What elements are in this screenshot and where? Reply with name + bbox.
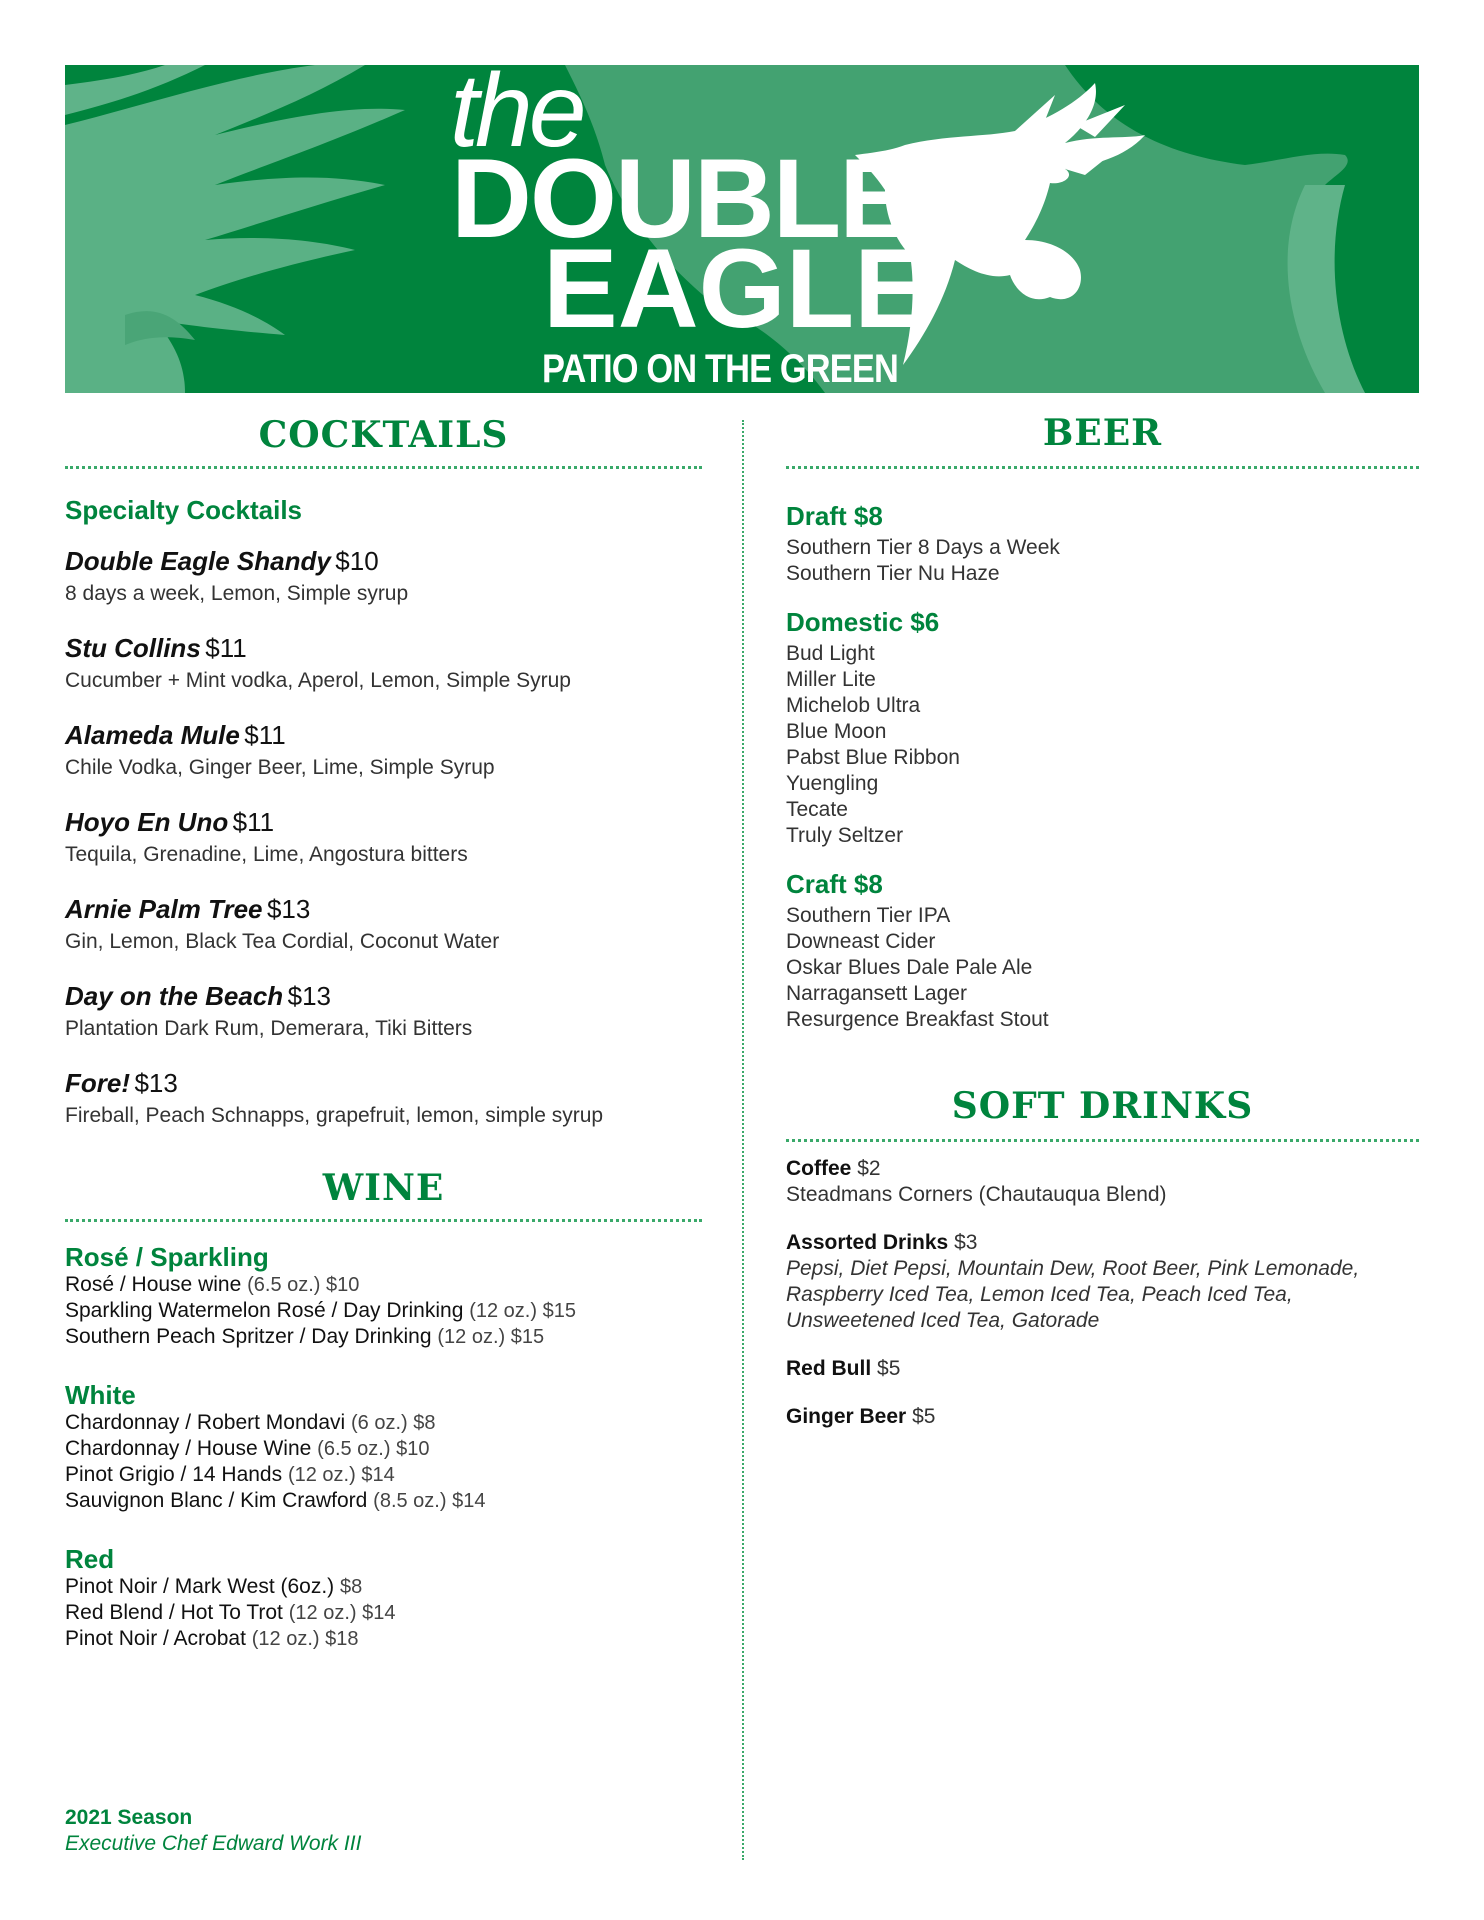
wine-item — [65, 1626, 702, 1652]
wine-item — [65, 1436, 702, 1462]
wine-name: Pinot Noir / Acrobat — [65, 1627, 246, 1650]
soft-drink-item — [786, 1356, 1419, 1382]
cocktail-title-row — [65, 720, 702, 755]
beer-item: Resurgence Breakfast Stout — [786, 1008, 1049, 1031]
logo-the: the — [450, 65, 583, 169]
wine-item — [65, 1488, 702, 1514]
soft-drink-name: Coffee — [786, 1157, 852, 1180]
beer-item: Blue Moon — [786, 720, 887, 743]
cocktail-price: $10 — [335, 546, 379, 576]
beer-item: Southern Tier IPA — [786, 904, 951, 927]
cocktail-description: Cucumber + Mint vodka, Aperol, Lemon, Simple Syrup — [65, 669, 571, 692]
soft-drink-name: Red Bull — [786, 1357, 872, 1380]
cocktail-price: $13 — [134, 1068, 178, 1098]
wine-size-price: (12 oz.) $14 — [287, 1464, 395, 1486]
beer-item: Oskar Blues Dale Pale Ale — [786, 956, 1033, 979]
cocktail-description: Tequila, Grenadine, Lime, Angostura bitters — [65, 843, 468, 866]
cocktail-name: Double Eagle Shandy — [65, 546, 331, 576]
cocktail-description: Plantation Dark Rum, Demerara, Tiki Bitters — [65, 1017, 473, 1040]
season-label: 2021 Season — [65, 1806, 193, 1829]
wine-item — [65, 1600, 702, 1626]
cocktail-item — [65, 546, 702, 607]
tagline: PATIO ON THE GREEN — [542, 347, 898, 391]
soft-drinks-divider — [786, 1139, 1419, 1142]
beer-group-heading: Draft $8 — [786, 501, 883, 531]
beer-item: Miller Lite — [786, 668, 876, 691]
cocktail-description: Fireball, Peach Schnapps, grapefruit, lemon, simple syrup — [65, 1104, 604, 1127]
soft-drink-title-row — [786, 1230, 1419, 1256]
beer-item: Tecate — [786, 798, 848, 821]
wine-name: Pinot Noir / Mark West (6oz.) — [65, 1575, 335, 1598]
wine-item — [65, 1410, 702, 1436]
cocktail-description: Chile Vodka, Ginger Beer, Lime, Simple Syrup — [65, 756, 495, 779]
cocktails-divider — [65, 466, 702, 469]
cocktail-item — [65, 807, 702, 868]
cocktail-item — [65, 633, 702, 694]
soft-drink-description: Steadmans Corners (Chautauqua Blend) — [786, 1183, 1167, 1206]
cocktail-name: Fore! — [65, 1068, 130, 1098]
cocktail-price: $13 — [266, 894, 311, 924]
cocktail-title-row — [65, 546, 702, 581]
wine-divider — [65, 1219, 702, 1222]
wine-name: Rosé / House wine — [65, 1273, 242, 1296]
soft-drinks-title: SOFT DRINKS — [951, 1085, 1254, 1127]
soft-drink-name: Assorted Drinks — [786, 1231, 949, 1254]
wine-item — [65, 1272, 702, 1298]
wine-name: Sparkling Watermelon Rosé / Day Drinking — [65, 1299, 464, 1322]
cocktail-title-row — [65, 633, 702, 668]
beer-item: Southern Tier Nu Haze — [786, 562, 1000, 585]
soft-drink-name: Ginger Beer — [786, 1405, 907, 1428]
wine-name: Sauvignon Blanc / Kim Crawford — [65, 1489, 368, 1512]
cocktail-price: $13 — [287, 981, 332, 1011]
cocktail-item — [65, 720, 702, 781]
footer — [65, 1806, 361, 1856]
cocktail-item — [65, 981, 702, 1042]
cocktail-name: Alameda Mule — [65, 720, 240, 750]
cocktail-item — [65, 1068, 702, 1129]
beer-item: Bud Light — [786, 642, 875, 665]
chef-credit: Executive Chef Edward Work III — [65, 1832, 362, 1855]
wine-name: Chardonnay / House Wine — [65, 1437, 312, 1460]
cocktail-title-row — [65, 807, 702, 842]
beer-title: BEER — [1042, 412, 1163, 454]
wine-size-price: (8.5 oz.) $14 — [373, 1490, 486, 1512]
cocktail-price: $11 — [244, 720, 286, 750]
wine-size-price: (12 oz.) $18 — [251, 1628, 359, 1650]
wine-size-price: (12 oz.) $14 — [288, 1602, 396, 1624]
wine-item — [65, 1324, 702, 1350]
cocktail-item — [65, 894, 702, 955]
wine-list — [65, 1242, 702, 1652]
beer-list — [786, 501, 1419, 1033]
beer-group-heading: Domestic $6 — [786, 607, 940, 637]
column-divider — [742, 420, 744, 1860]
wine-name: Southern Peach Spritzer / Day Drinking — [65, 1325, 432, 1348]
beer-item: Pabst Blue Ribbon — [786, 746, 960, 769]
soft-drink-price: $5 — [912, 1405, 936, 1428]
cocktail-name: Day on the Beach — [65, 981, 284, 1011]
cocktail-name: Arnie Palm Tree — [65, 894, 263, 924]
wine-group-heading: Rosé / Sparkling — [65, 1242, 269, 1272]
soft-drink-description: Pepsi, Diet Pepsi, Mountain Dew, Root Beer, Pink Lemonade, Raspberry Iced Tea, Lemon Iced Tea, Peach Iced Tea, Unsweetened Iced Tea, Gatorade — [786, 1257, 1360, 1332]
beer-divider — [786, 466, 1419, 469]
wine-size-price: (6 oz.) $8 — [351, 1412, 436, 1434]
cocktail-title-row — [65, 981, 702, 1016]
soft-drinks-list — [786, 1156, 1419, 1430]
logo-double: DOUBLE — [451, 136, 912, 261]
wine-name: Red Blend / Hot To Trot — [65, 1601, 283, 1624]
cocktail-price: $11 — [205, 633, 247, 663]
left-column — [65, 410, 702, 1652]
cocktail-title-row — [65, 1068, 702, 1103]
cocktail-list — [65, 546, 702, 1129]
soft-drink-title-row — [786, 1404, 1419, 1430]
beer-item: Truly Seltzer — [786, 824, 904, 847]
wine-size-price: (12 oz.) $15 — [469, 1300, 576, 1322]
beer-item: Southern Tier 8 Days a Week — [786, 536, 1060, 559]
wine-name: Chardonnay / Robert Mondavi — [65, 1411, 346, 1434]
wine-size-price: (6.5 oz.) $10 — [317, 1438, 430, 1460]
wine-item — [65, 1298, 702, 1324]
soft-drink-price: $5 — [877, 1357, 901, 1380]
soft-drink-item — [786, 1156, 1419, 1208]
soft-drink-price: $2 — [857, 1157, 881, 1180]
logo-eagle: EAGLE — [543, 226, 929, 351]
beer-item: Narragansett Lager — [786, 982, 967, 1005]
soft-drink-price: $3 — [954, 1231, 978, 1254]
wine-group-heading: White — [65, 1380, 136, 1410]
header-banner — [65, 65, 1419, 393]
cocktail-description: 8 days a week, Lemon, Simple syrup — [65, 582, 409, 605]
cocktail-name: Hoyo En Uno — [65, 807, 229, 837]
beer-item: Michelob Ultra — [786, 694, 921, 717]
wine-size-price: (12 oz.) $15 — [437, 1326, 545, 1348]
wine-size-price: $8 — [340, 1576, 363, 1598]
cocktail-description: Gin, Lemon, Black Tea Cordial, Coconut Water — [65, 930, 500, 953]
wine-item — [65, 1574, 702, 1600]
wine-name: Pinot Grigio / 14 Hands — [65, 1463, 283, 1486]
soft-drink-title-row — [786, 1356, 1419, 1382]
beer-group-heading: Craft $8 — [786, 869, 883, 899]
beer-item: Yuengling — [786, 772, 879, 795]
wine-title: WINE — [322, 1167, 445, 1209]
wine-group-heading: Red — [65, 1544, 115, 1574]
soft-drink-item — [786, 1230, 1419, 1334]
beer-item: Downeast Cider — [786, 930, 936, 953]
wine-size-price: (6.5 oz.) $10 — [247, 1274, 360, 1296]
soft-drink-item — [786, 1404, 1419, 1430]
cocktail-name: Stu Collins — [65, 633, 201, 663]
specialty-cocktails-heading: Specialty Cocktails — [65, 495, 302, 525]
cocktail-title-row — [65, 894, 702, 929]
wine-item — [65, 1462, 702, 1488]
right-column — [786, 410, 1419, 1430]
soft-drink-title-row — [786, 1156, 1419, 1182]
cocktail-price: $11 — [232, 807, 275, 837]
cocktails-title: COCKTAILS — [258, 414, 509, 456]
